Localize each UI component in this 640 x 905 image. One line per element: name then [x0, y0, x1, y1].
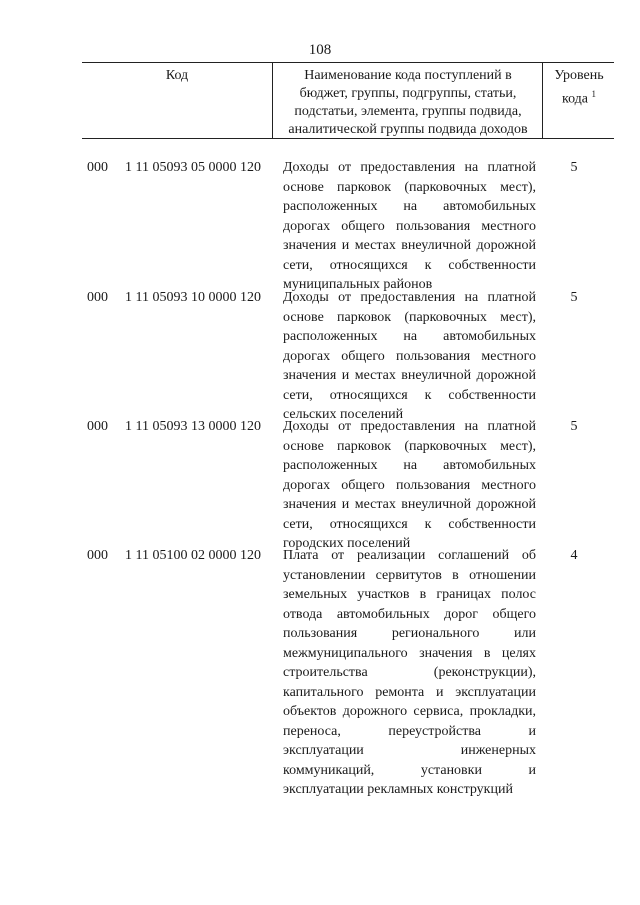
code-level: 5 [570, 160, 578, 175]
header-divider [542, 63, 543, 138]
table-header [82, 62, 614, 139]
code-level: 5 [570, 419, 578, 434]
page-number: 108 [308, 42, 332, 58]
income-name: Доходы от предоставления на платной основе парковок (парковочных мест), расположенных на автомобильных дорогах общего пользования местного значения и местах внеуличной дорожной сети, относящихся к собственности сельских поселений [283, 290, 536, 422]
header-name-line: подстатьи, элемента, группы подвида, [294, 104, 522, 119]
admin-code: 000 [87, 419, 108, 434]
admin-code: 000 [87, 548, 108, 563]
income-name: Доходы от предоставления на платной основе парковок (парковочных мест), расположенных на автомобильных дорогах общего пользования местного значения и местах внеуличной дорожной сети, относящихся к собственности городских поселений [283, 419, 536, 551]
header-name-line: бюджет, группы, подгруппы, статьи, [299, 86, 517, 101]
income-name: Плата от реализации соглашений об установлении сервитутов в отношении земельных участков в границах полос отвода автомобильных дорог общего пользования регионального или межмуниципального значения в целях строительства (реконструкции), капитального ремонта и эксплуатации объектов дорожного сервиса, прокладки, переноса, переустройства и эксплуатации инженерных коммуникаций, установки и эксплуатации рекламных конструкций [283, 548, 536, 797]
header-code: Код [165, 68, 189, 83]
header-level [544, 67, 614, 109]
header-level-line: кода $^1$ [561, 89, 597, 107]
code-level: 4 [570, 548, 578, 563]
header-divider [272, 63, 273, 138]
income-code: 1 11 05093 10 0000 120 [125, 290, 261, 305]
header-level-line: Уровень [554, 68, 604, 83]
footnote-marker: 1 [591, 89, 597, 99]
income-code: 1 11 05093 05 0000 120 [125, 160, 261, 175]
income-code: 1 11 05100 02 0000 120 [125, 548, 261, 563]
header-name-line: аналитической группы подвида доходов [288, 122, 528, 137]
income-name: Доходы от предоставления на платной основе парковок (парковочных мест), расположенных на автомобильных дорогах общего пользования местного значения и местах внеуличной дорожной сети, относящихся к собственности муниципальных районов [283, 160, 536, 292]
header-name [274, 67, 542, 139]
header-name-line: Наименование кода поступлений в [304, 68, 512, 83]
code-level: 5 [570, 290, 578, 305]
income-code: 1 11 05093 13 0000 120 [125, 419, 261, 434]
admin-code: 000 [87, 290, 108, 305]
admin-code: 000 [87, 160, 108, 175]
